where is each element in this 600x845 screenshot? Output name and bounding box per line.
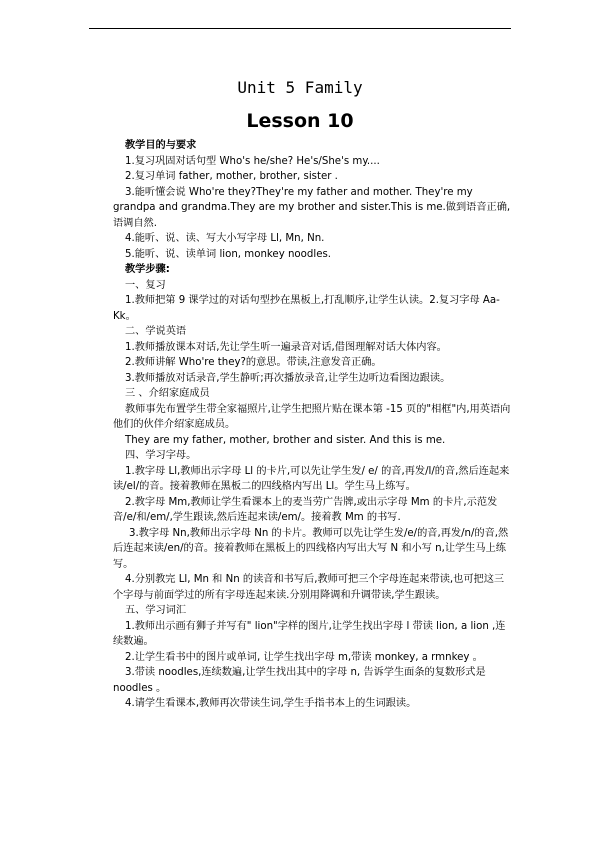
paragraph: 1.教师播放课本对话,先让学生听一遍录音对话,借图理解对话大体内容。	[125, 341, 447, 353]
section-title: 三 、介绍家庭成员	[125, 388, 210, 399]
paragraph: They are my father, mother, brother and sister. And this is me.	[125, 434, 446, 446]
objective-item: 4.能听、说、读、写大小写字母 Ll, Mn, Nn.	[125, 233, 325, 244]
paragraph: 2.教字母 Mm,教师让学生看课本上的麦当劳广告牌,或出示字母 Mm 的卡片,示范发音/e/和/em/,学生跟读,然后连起来读/em/。接着教 Mm 的书写.	[113, 496, 498, 523]
section-title: 一、复习	[125, 279, 166, 291]
paragraph: 1.教师把第 9 课学过的对话句型抄在黑板上,打乱顺序,让学生认读。2.复习字母 Aa-Kk。	[113, 295, 500, 322]
top-rule	[89, 28, 511, 29]
paragraph: 4.分别教完 Ll, Mn 和 Nn 的读音和书写后,教师可把三个字母连起来带读,也可把这三个字母与前面学过的所有字母连起来读.分别用降调和升调带读,学生跟读。	[113, 574, 505, 601]
objective-item: 2.复习单词 father, mother, brother, sister .	[125, 171, 338, 182]
document-body	[113, 138, 513, 712]
paragraph: 3.教字母 Nn,教师出示字母 Nn 的卡片。教师可以先让学生发/e/的音,再发/n/的音,然后连起来读/en/的音。接着教师在黑板上的四线格内写出大写 N 和小写 n,让学生马上练写。	[113, 527, 509, 570]
lesson-title: Lesson 10	[246, 110, 354, 132]
paragraph: 4.请学生看课本,教师再次带读生词,学生手指书本上的生词跟读。	[125, 698, 417, 709]
paragraph: 2.教师讲解 Who're they?的意思。带读,注意发音正确。	[125, 357, 382, 368]
objective-item: 1.复习巩固对话句型 Who's he/she? He's/She's my....	[125, 155, 380, 167]
paragraph: 2.让学生看书中的图片或单词, 让学生找出字母 m,带读 monkey, a rmnkey 。	[125, 651, 483, 663]
paragraph: 1.教师出示画有狮子并写有" lion"字样的图片,让学生找出字母 l 带读 lion, a lion ,连续数遍。	[113, 620, 506, 647]
paragraph: 教师事先布置学生带全家福照片,让学生把照片贴在课本第 -15 页的"相框"内,用英语向他们的伙伴介绍家庭成员。	[113, 403, 511, 430]
objective-item: 5.能听、说、读单词 lion, monkey noodles.	[125, 248, 332, 260]
paragraph: 1.教字母 Ll,教师出示字母 Ll 的卡片,可以先让学生发/ e/ 的音,再发/l/的音,然后连起来读/el/的音。接着教师在黑板二的四线格内写出 Ll。学生马上练写。	[113, 465, 510, 492]
objectives-heading: 教学目的与要求	[125, 140, 197, 151]
unit-title: Unit 5 Family	[237, 78, 363, 97]
paragraph: 3.带读 noodles,连续数遍,让学生找出其中的字母 n, 告诉学生面条的复数形式是 noodles 。	[113, 667, 486, 694]
steps-heading: 教学步骤:	[125, 264, 170, 275]
objective-item: 3.能听懂会说 Who're they?They're my father and mother. They're my grandpa and grandma.They are my brother and sister.This is me.做到语音正确,语调自然.	[113, 186, 511, 229]
section-title: 二、学说英语	[125, 326, 187, 337]
paragraph: 3.教师播放对话录音,学生静听;再次播放录音,让学生边听边看图边跟读。	[125, 372, 451, 384]
section-title: 四、学习字母。	[125, 450, 197, 461]
section-title: 五、学习词汇	[125, 605, 187, 616]
